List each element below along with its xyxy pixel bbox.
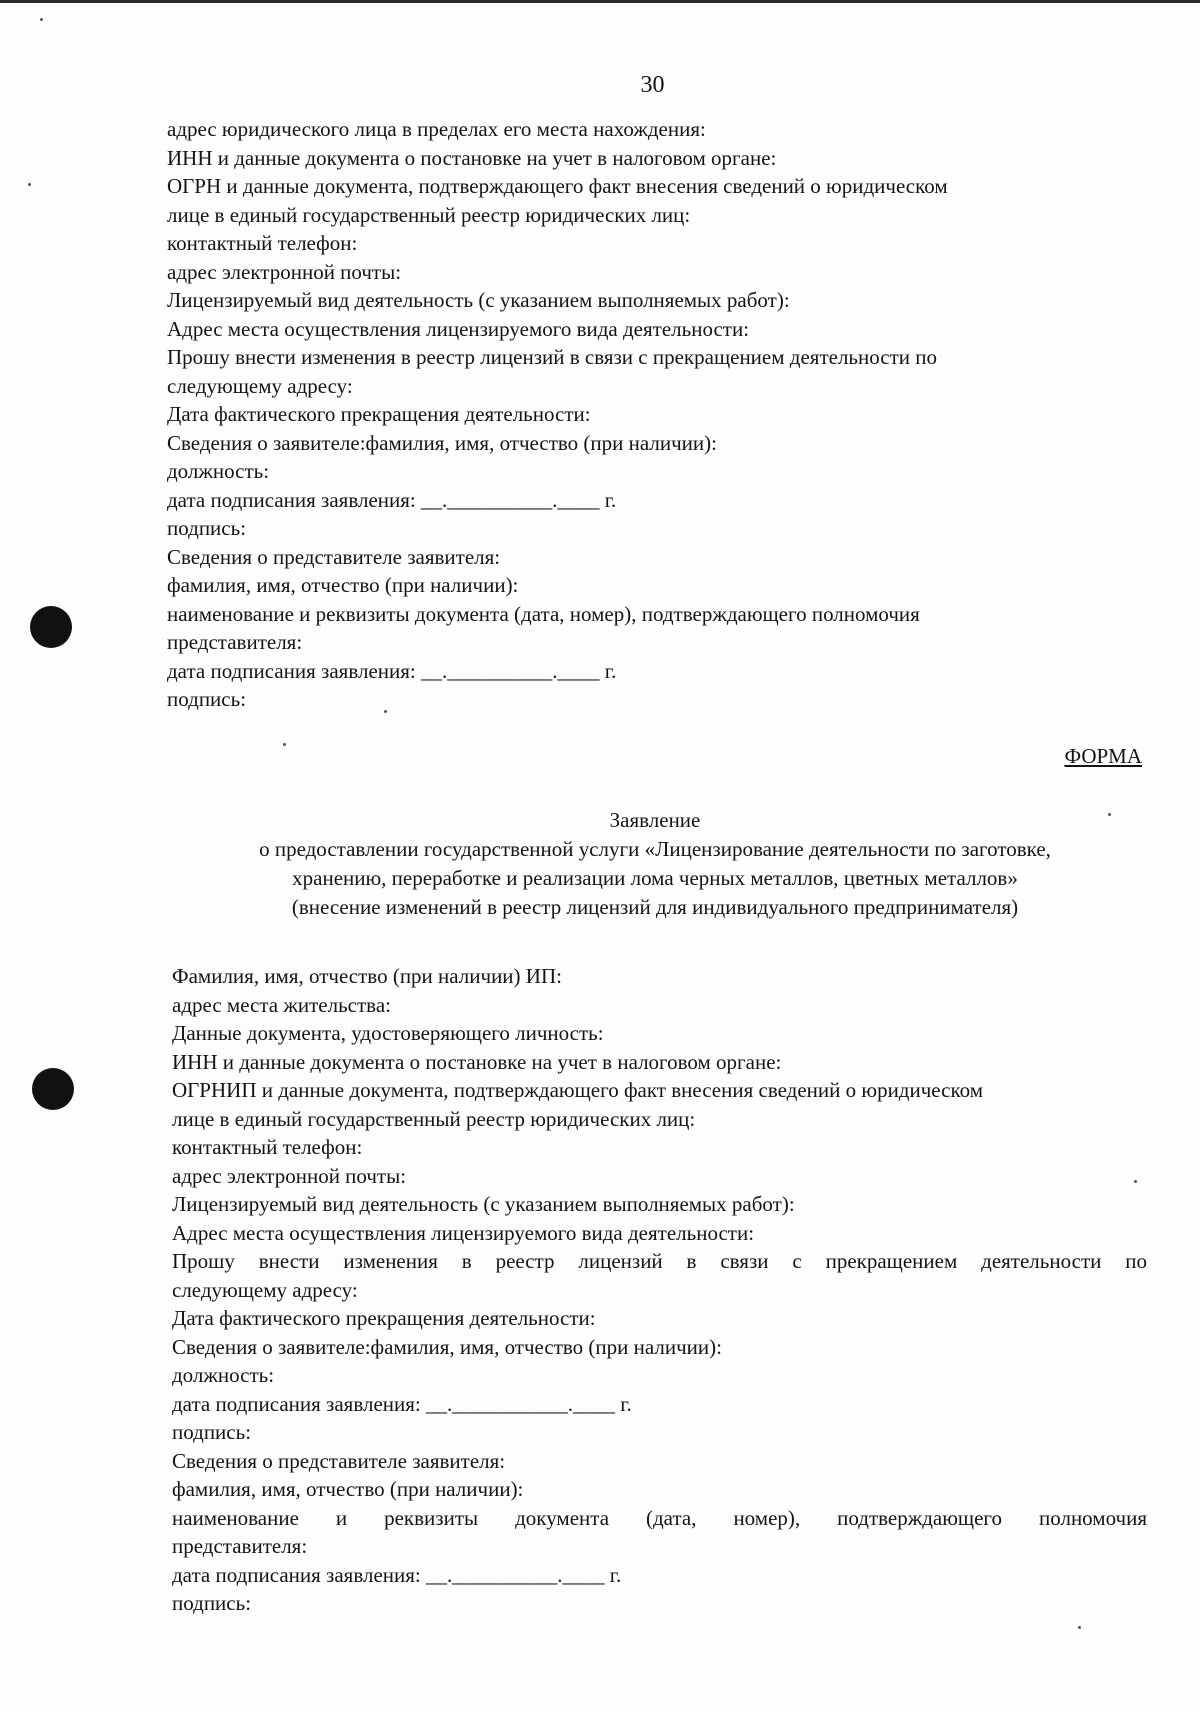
- form-line: ИНН и данные документа о постановке на учет в налоговом органе:: [167, 145, 777, 170]
- form-line: должность:: [167, 459, 270, 483]
- form-line: адрес электронной почты:: [167, 259, 402, 284]
- form-line: подпись:: [172, 1420, 252, 1444]
- form-line: Адрес места осуществления лицензируемого вида деятельности:: [167, 316, 750, 341]
- punch-hole-upper: [30, 606, 72, 648]
- form-line: Лицензируемый вид деятельность (с указанием выполняемых работ):: [167, 288, 790, 312]
- scan-speck: [1078, 1626, 1081, 1629]
- form-line: Сведения о представителе заявителя:: [167, 544, 501, 569]
- form-line: Сведения о заявителе:фамилия, имя, отчество (при наличии):: [167, 430, 717, 455]
- form-line: адрес электронной почты:: [172, 1163, 407, 1188]
- form-line: должность:: [172, 1363, 275, 1387]
- form-line: Данные документа, удостоверяющего личность:: [172, 1021, 604, 1045]
- form-line: адрес места жительства:: [172, 992, 391, 1017]
- scan-speck: [40, 18, 43, 21]
- form-line: Прошу внести изменения в реестр лицензий в связи с прекращением деятельности по: [172, 1249, 1147, 1273]
- legal-entity-section: [167, 115, 1097, 714]
- form-line: следующему адресу:: [172, 1277, 358, 1302]
- form-line: лице в единый государственный реестр юридических лиц:: [172, 1106, 696, 1131]
- form-line: подпись:: [172, 1591, 252, 1615]
- form-line: Адрес места осуществления лицензируемого вида деятельности:: [172, 1220, 755, 1245]
- form-line: Сведения о заявителе:фамилия, имя, отчество (при наличии):: [172, 1334, 722, 1359]
- title-heading: Заявление: [609, 808, 701, 832]
- form-line: подпись:: [167, 687, 247, 711]
- form-line: дата подписания заявления: __.___________.____ г.: [172, 1391, 632, 1416]
- form-line: фамилия, имя, отчество (при наличии):: [167, 573, 519, 597]
- form-line: Дата фактического прекращения деятельности:: [172, 1306, 596, 1330]
- form-line: следующему адресу:: [167, 373, 353, 398]
- form-line: ОГРНИП и данные документа, подтверждающего факт внесения сведений о юридическом: [172, 1078, 983, 1102]
- form-line: Фамилия, имя, отчество (при наличии) ИП:: [172, 964, 562, 988]
- form-line: подпись:: [167, 516, 247, 540]
- form-line: Дата фактического прекращения деятельности:: [167, 402, 591, 426]
- punch-hole-lower: [32, 1068, 74, 1110]
- form-line: Прошу внести изменения в реестр лицензий в связи с прекращением деятельности по: [167, 345, 937, 369]
- page-number: 30: [640, 72, 665, 98]
- scan-speck: [28, 183, 31, 186]
- form-line: ОГРН и данные документа, подтверждающего факт внесения сведений о юридическом: [167, 174, 948, 198]
- form-line: ИНН и данные документа о постановке на учет в налоговом органе:: [172, 1049, 782, 1074]
- form-line: лице в единый государственный реестр юридических лиц:: [167, 202, 691, 227]
- form-line: контактный телефон:: [167, 231, 358, 255]
- form-line: представителя:: [172, 1534, 308, 1558]
- form-line: представителя:: [167, 630, 303, 654]
- form-line: дата подписания заявления: __.__________.____ г.: [172, 1562, 622, 1587]
- scan-speck: [283, 743, 286, 746]
- form-line: дата подписания заявления: __.__________.____ г.: [167, 658, 617, 683]
- title-line: (внесение изменений в реестр лицензий для индивидуального предпринимателя): [291, 895, 1019, 919]
- application-title: [170, 806, 1140, 922]
- title-line: хранению, переработке и реализации лома черных металлов, цветных металлов»: [292, 866, 1018, 890]
- form-line: адрес юридического лица в пределах его места нахождения:: [167, 117, 706, 141]
- form-line: фамилия, имя, отчество (при наличии):: [172, 1477, 524, 1501]
- title-line: о предоставлении государственной услуги «Лицензирование деятельности по заготовке,: [259, 837, 1051, 861]
- form-line: наименование и реквизиты документа (дата, номер), подтверждающего полномочия: [172, 1505, 1147, 1530]
- entrepreneur-section: [172, 962, 1147, 1618]
- forma-label: ФОРМА: [1064, 744, 1142, 768]
- form-line: контактный телефон:: [172, 1135, 363, 1159]
- scan-top-edge: [0, 0, 1200, 3]
- form-line: Сведения о представителе заявителя:: [172, 1448, 506, 1473]
- form-line: наименование и реквизиты документа (дата, номер), подтверждающего полномочия: [167, 601, 920, 626]
- form-line: Лицензируемый вид деятельность (с указанием выполняемых работ):: [172, 1192, 795, 1216]
- form-line: дата подписания заявления: __.__________.____ г.: [167, 487, 617, 512]
